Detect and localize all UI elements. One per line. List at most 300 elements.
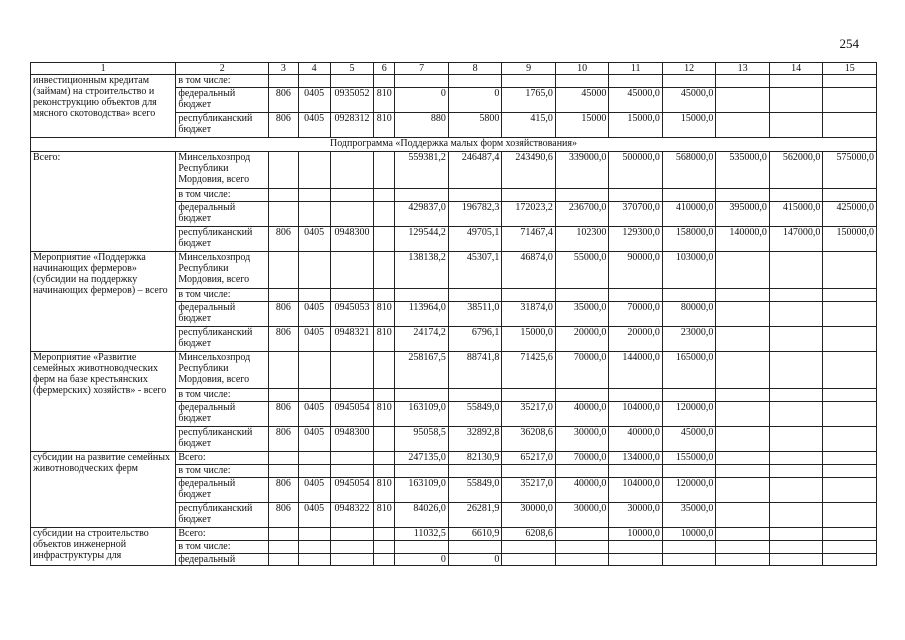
amount-cell <box>716 252 770 289</box>
amount-cell <box>502 465 556 478</box>
budget-code-cell <box>298 352 330 389</box>
column-number: 15 <box>823 63 877 75</box>
item-name-cell: Всего: <box>31 152 176 252</box>
amount-cell: 38511,0 <box>448 302 502 327</box>
amount-cell <box>609 389 663 402</box>
amount-cell <box>769 302 823 327</box>
budget-code-cell: 0948300 <box>330 227 373 252</box>
column-number: 14 <box>769 63 823 75</box>
amount-cell: 165000,0 <box>662 352 716 389</box>
item-name-cell: субсидии на развитие семейных животноводческих ферм <box>31 452 176 528</box>
funding-source-cell: республиканский бюджет <box>176 227 269 252</box>
amount-cell <box>662 541 716 554</box>
amount-cell <box>716 478 770 503</box>
budget-code-cell <box>374 252 395 289</box>
amount-cell <box>395 541 449 554</box>
funding-source-cell: республиканский бюджет <box>176 427 269 452</box>
amount-cell: 415000,0 <box>769 202 823 227</box>
amount-cell <box>448 75 502 88</box>
budget-code-cell <box>298 452 330 465</box>
amount-cell: 71467,4 <box>502 227 556 252</box>
amount-cell <box>609 465 663 478</box>
budget-code-cell <box>374 152 395 189</box>
amount-cell: 55000,0 <box>555 252 609 289</box>
amount-cell: 395000,0 <box>716 202 770 227</box>
budget-code-cell: 806 <box>269 88 298 113</box>
item-name-cell: Мероприятие «Поддержка начинающих фермеров» (субсидии на поддержку начинающих фермеров) – всего <box>31 252 176 352</box>
amount-cell <box>769 88 823 113</box>
amount-cell <box>716 554 770 566</box>
budget-code-cell: 0948300 <box>330 427 373 452</box>
column-number: 13 <box>716 63 770 75</box>
amount-cell: 45000,0 <box>662 88 716 113</box>
amount-cell <box>769 541 823 554</box>
amount-cell: 30000,0 <box>555 503 609 528</box>
amount-cell <box>448 289 502 302</box>
budget-code-cell <box>330 152 373 189</box>
amount-cell: 113964,0 <box>395 302 449 327</box>
amount-cell <box>823 503 877 528</box>
amount-cell <box>448 465 502 478</box>
amount-cell <box>769 402 823 427</box>
column-number: 1 <box>31 63 176 75</box>
amount-cell: 45000 <box>555 88 609 113</box>
amount-cell: 95058,5 <box>395 427 449 452</box>
amount-cell: 568000,0 <box>662 152 716 189</box>
amount-cell: 40000,0 <box>609 427 663 452</box>
budget-code-cell: 810 <box>374 478 395 503</box>
amount-cell: 40000,0 <box>555 478 609 503</box>
amount-cell: 339000,0 <box>555 152 609 189</box>
amount-cell <box>769 389 823 402</box>
budget-code-cell <box>330 554 373 566</box>
amount-cell: 163109,0 <box>395 478 449 503</box>
budget-code-cell <box>374 452 395 465</box>
amount-cell: 88741,8 <box>448 352 502 389</box>
budget-code-cell <box>374 227 395 252</box>
budget-code-cell: 806 <box>269 113 298 138</box>
amount-cell: 0 <box>448 88 502 113</box>
amount-cell: 15000,0 <box>502 327 556 352</box>
budget-code-cell: 0405 <box>298 113 330 138</box>
amount-cell: 35000,0 <box>662 503 716 528</box>
amount-cell <box>716 75 770 88</box>
budget-code-cell <box>330 389 373 402</box>
item-name-cell: инвестиционным кредитам (займам) на строительство и реконструкцию объектов для мясного скотоводства» всего <box>31 75 176 138</box>
funding-source-cell: в том числе: <box>176 75 269 88</box>
table-row <box>31 352 877 389</box>
amount-cell <box>609 541 663 554</box>
budget-code-cell: 810 <box>374 88 395 113</box>
amount-cell <box>502 189 556 202</box>
amount-cell: 45000,0 <box>609 88 663 113</box>
amount-cell <box>395 75 449 88</box>
amount-cell <box>823 528 877 541</box>
budget-code-cell: 806 <box>269 327 298 352</box>
budget-code-cell: 0945053 <box>330 302 373 327</box>
amount-cell <box>823 88 877 113</box>
amount-cell: 129300,0 <box>609 227 663 252</box>
amount-cell: 134000,0 <box>609 452 663 465</box>
budget-code-cell <box>298 202 330 227</box>
amount-cell: 150000,0 <box>823 227 877 252</box>
column-number: 10 <box>555 63 609 75</box>
budget-code-cell <box>374 541 395 554</box>
table-row <box>31 528 877 541</box>
amount-cell <box>823 113 877 138</box>
funding-source-cell: в том числе: <box>176 289 269 302</box>
amount-cell <box>769 528 823 541</box>
amount-cell: 84026,0 <box>395 503 449 528</box>
amount-cell: 15000,0 <box>609 113 663 138</box>
budget-code-cell <box>298 389 330 402</box>
amount-cell <box>555 189 609 202</box>
amount-cell <box>716 528 770 541</box>
budget-code-cell: 0405 <box>298 88 330 113</box>
amount-cell: 70000,0 <box>555 452 609 465</box>
amount-cell: 26281,9 <box>448 503 502 528</box>
funding-source-cell: в том числе: <box>176 465 269 478</box>
amount-cell: 55849,0 <box>448 402 502 427</box>
budget-code-cell: 806 <box>269 503 298 528</box>
budget-code-cell <box>330 465 373 478</box>
column-number-row <box>31 63 877 75</box>
amount-cell <box>823 289 877 302</box>
amount-cell: 535000,0 <box>716 152 770 189</box>
budget-code-cell: 0405 <box>298 227 330 252</box>
budget-code-cell <box>330 252 373 289</box>
amount-cell <box>662 289 716 302</box>
amount-cell: 80000,0 <box>662 302 716 327</box>
budget-code-cell: 0935052 <box>330 88 373 113</box>
amount-cell <box>823 465 877 478</box>
funding-source-cell: Минсельхозпрод Республики Мордовия, всего <box>176 352 269 389</box>
budget-code-cell: 806 <box>269 402 298 427</box>
amount-cell: 247135,0 <box>395 452 449 465</box>
budget-code-cell <box>374 427 395 452</box>
amount-cell: 82130,9 <box>448 452 502 465</box>
funding-source-cell: в том числе: <box>176 189 269 202</box>
budget-code-cell <box>269 389 298 402</box>
budget-code-cell <box>374 202 395 227</box>
amount-cell <box>395 465 449 478</box>
amount-cell: 30000,0 <box>502 503 556 528</box>
funding-source-cell: федеральный бюджет <box>176 478 269 503</box>
amount-cell <box>769 189 823 202</box>
budget-code-cell: 0405 <box>298 478 330 503</box>
amount-cell <box>823 327 877 352</box>
budget-code-cell: 810 <box>374 503 395 528</box>
amount-cell: 15000 <box>555 113 609 138</box>
amount-cell <box>448 389 502 402</box>
amount-cell: 23000,0 <box>662 327 716 352</box>
amount-cell <box>555 389 609 402</box>
column-number: 4 <box>298 63 330 75</box>
amount-cell: 70000,0 <box>555 352 609 389</box>
budget-code-cell: 806 <box>269 478 298 503</box>
budget-code-cell <box>269 152 298 189</box>
amount-cell <box>716 503 770 528</box>
amount-cell: 575000,0 <box>823 152 877 189</box>
amount-cell: 104000,0 <box>609 402 663 427</box>
amount-cell <box>823 189 877 202</box>
budget-code-cell: 810 <box>374 327 395 352</box>
amount-cell: 120000,0 <box>662 402 716 427</box>
amount-cell: 6610,9 <box>448 528 502 541</box>
budget-code-cell: 0405 <box>298 427 330 452</box>
budget-code-cell <box>269 75 298 88</box>
amount-cell: 138138,2 <box>395 252 449 289</box>
budget-code-cell <box>269 452 298 465</box>
column-number: 7 <box>395 63 449 75</box>
budget-code-cell: 806 <box>269 227 298 252</box>
budget-code-cell: 0945054 <box>330 402 373 427</box>
amount-cell <box>395 389 449 402</box>
amount-cell <box>823 252 877 289</box>
budget-code-cell: 806 <box>269 427 298 452</box>
amount-cell <box>502 554 556 566</box>
amount-cell: 258167,5 <box>395 352 449 389</box>
amount-cell <box>395 289 449 302</box>
budget-code-cell <box>269 554 298 566</box>
budget-table <box>30 62 877 566</box>
amount-cell <box>769 352 823 389</box>
amount-cell: 35217,0 <box>502 402 556 427</box>
amount-cell: 155000,0 <box>662 452 716 465</box>
amount-cell <box>662 554 716 566</box>
amount-cell <box>662 75 716 88</box>
amount-cell: 1765,0 <box>502 88 556 113</box>
amount-cell: 45000,0 <box>662 427 716 452</box>
amount-cell <box>448 541 502 554</box>
funding-source-cell: в том числе: <box>176 541 269 554</box>
amount-cell: 103000,0 <box>662 252 716 289</box>
amount-cell <box>448 189 502 202</box>
budget-code-cell <box>298 289 330 302</box>
budget-code-cell <box>269 252 298 289</box>
amount-cell <box>769 113 823 138</box>
column-number: 2 <box>176 63 269 75</box>
amount-cell: 15000,0 <box>662 113 716 138</box>
amount-cell <box>823 402 877 427</box>
amount-cell: 140000,0 <box>716 227 770 252</box>
amount-cell: 370700,0 <box>609 202 663 227</box>
budget-code-cell: 0948321 <box>330 327 373 352</box>
funding-source-cell: республиканский бюджет <box>176 503 269 528</box>
amount-cell <box>716 88 770 113</box>
amount-cell <box>716 327 770 352</box>
funding-source-cell: федеральный бюджет <box>176 302 269 327</box>
amount-cell: 24174,2 <box>395 327 449 352</box>
budget-code-cell: 0405 <box>298 302 330 327</box>
amount-cell <box>769 452 823 465</box>
amount-cell <box>609 75 663 88</box>
budget-code-cell <box>330 352 373 389</box>
budget-code-cell <box>269 202 298 227</box>
amount-cell <box>502 541 556 554</box>
budget-code-cell <box>374 554 395 566</box>
amount-cell <box>769 75 823 88</box>
amount-cell: 10000,0 <box>662 528 716 541</box>
amount-cell: 30000,0 <box>609 503 663 528</box>
amount-cell: 410000,0 <box>662 202 716 227</box>
amount-cell <box>769 503 823 528</box>
budget-code-cell <box>374 289 395 302</box>
page-number: 254 <box>839 36 859 51</box>
amount-cell <box>823 541 877 554</box>
budget-code-cell <box>269 465 298 478</box>
amount-cell <box>609 554 663 566</box>
amount-cell <box>769 327 823 352</box>
item-name-cell: субсидии на строительство объектов инженерной инфраструктуры для <box>31 528 176 566</box>
budget-code-cell: 806 <box>269 302 298 327</box>
amount-cell: 880 <box>395 113 449 138</box>
funding-source-cell: Всего: <box>176 528 269 541</box>
amount-cell: 35217,0 <box>502 478 556 503</box>
budget-code-cell <box>269 541 298 554</box>
amount-cell: 5800 <box>448 113 502 138</box>
budget-code-cell <box>330 202 373 227</box>
amount-cell: 243490,6 <box>502 152 556 189</box>
amount-cell <box>555 465 609 478</box>
amount-cell: 172023,2 <box>502 202 556 227</box>
budget-code-cell <box>374 465 395 478</box>
budget-code-cell: 0405 <box>298 402 330 427</box>
subprogram-heading-row <box>31 138 877 152</box>
amount-cell: 236700,0 <box>555 202 609 227</box>
amount-cell <box>769 289 823 302</box>
amount-cell <box>716 541 770 554</box>
budget-code-cell: 0948322 <box>330 503 373 528</box>
funding-source-cell: республиканский бюджет <box>176 327 269 352</box>
amount-cell <box>716 427 770 452</box>
amount-cell: 500000,0 <box>609 152 663 189</box>
amount-cell: 30000,0 <box>555 427 609 452</box>
amount-cell: 71425,6 <box>502 352 556 389</box>
amount-cell <box>769 252 823 289</box>
budget-code-cell <box>330 541 373 554</box>
amount-cell: 425000,0 <box>823 202 877 227</box>
amount-cell: 562000,0 <box>769 152 823 189</box>
amount-cell: 31874,0 <box>502 302 556 327</box>
budget-code-cell <box>330 452 373 465</box>
funding-source-cell: федеральный бюджет <box>176 402 269 427</box>
amount-cell <box>716 113 770 138</box>
amount-cell <box>823 554 877 566</box>
amount-cell <box>716 452 770 465</box>
amount-cell: 415,0 <box>502 113 556 138</box>
amount-cell <box>823 478 877 503</box>
amount-cell: 246487,4 <box>448 152 502 189</box>
budget-code-cell <box>298 541 330 554</box>
amount-cell: 559381,2 <box>395 152 449 189</box>
amount-cell <box>502 289 556 302</box>
table-row <box>31 252 877 289</box>
amount-cell: 120000,0 <box>662 478 716 503</box>
table-row <box>31 152 877 189</box>
amount-cell <box>662 189 716 202</box>
amount-cell: 65217,0 <box>502 452 556 465</box>
amount-cell: 70000,0 <box>609 302 663 327</box>
budget-code-cell: 0928312 <box>330 113 373 138</box>
column-number: 6 <box>374 63 395 75</box>
amount-cell <box>555 554 609 566</box>
amount-cell: 163109,0 <box>395 402 449 427</box>
budget-code-cell: 810 <box>374 113 395 138</box>
amount-cell <box>823 352 877 389</box>
budget-code-cell <box>330 75 373 88</box>
amount-cell: 10000,0 <box>609 528 663 541</box>
budget-code-cell: 0405 <box>298 327 330 352</box>
amount-cell: 0 <box>395 88 449 113</box>
funding-source-cell: федеральный <box>176 554 269 566</box>
amount-cell: 20000,0 <box>555 327 609 352</box>
amount-cell: 20000,0 <box>609 327 663 352</box>
budget-code-cell <box>374 352 395 389</box>
amount-cell <box>662 465 716 478</box>
amount-cell: 0 <box>448 554 502 566</box>
budget-code-cell <box>330 289 373 302</box>
amount-cell: 196782,3 <box>448 202 502 227</box>
amount-cell <box>555 541 609 554</box>
amount-cell <box>769 427 823 452</box>
funding-source-cell: республиканский бюджет <box>176 113 269 138</box>
budget-code-cell <box>269 289 298 302</box>
amount-cell <box>502 75 556 88</box>
amount-cell: 6208,6 <box>502 528 556 541</box>
amount-cell: 45307,1 <box>448 252 502 289</box>
funding-source-cell: Минсельхозпрод Республики Мордовия, всего <box>176 252 269 289</box>
funding-source-cell: федеральный бюджет <box>176 88 269 113</box>
budget-code-cell: 0405 <box>298 503 330 528</box>
amount-cell: 429837,0 <box>395 202 449 227</box>
amount-cell: 40000,0 <box>555 402 609 427</box>
amount-cell: 147000,0 <box>769 227 823 252</box>
table-row <box>31 75 877 88</box>
budget-code-cell: 0945054 <box>330 478 373 503</box>
budget-code-cell <box>298 189 330 202</box>
budget-code-cell <box>374 189 395 202</box>
amount-cell: 55849,0 <box>448 478 502 503</box>
amount-cell <box>769 465 823 478</box>
amount-cell <box>823 389 877 402</box>
budget-code-cell <box>374 75 395 88</box>
column-number: 3 <box>269 63 298 75</box>
budget-code-cell <box>298 152 330 189</box>
amount-cell: 49705,1 <box>448 227 502 252</box>
column-number: 12 <box>662 63 716 75</box>
amount-cell <box>662 389 716 402</box>
amount-cell <box>555 528 609 541</box>
amount-cell <box>716 289 770 302</box>
budget-code-cell <box>269 189 298 202</box>
amount-cell <box>716 389 770 402</box>
budget-code-cell: 810 <box>374 302 395 327</box>
budget-code-cell <box>298 252 330 289</box>
amount-cell <box>716 352 770 389</box>
budget-code-cell: 810 <box>374 402 395 427</box>
column-number: 9 <box>502 63 556 75</box>
table-row <box>31 452 877 465</box>
amount-cell <box>716 302 770 327</box>
budget-code-cell <box>269 528 298 541</box>
amount-cell: 90000,0 <box>609 252 663 289</box>
amount-cell <box>823 427 877 452</box>
column-number: 8 <box>448 63 502 75</box>
funding-source-cell: Минсельхозпрод Республики Мордовия, всего <box>176 152 269 189</box>
amount-cell <box>609 189 663 202</box>
amount-cell: 35000,0 <box>555 302 609 327</box>
